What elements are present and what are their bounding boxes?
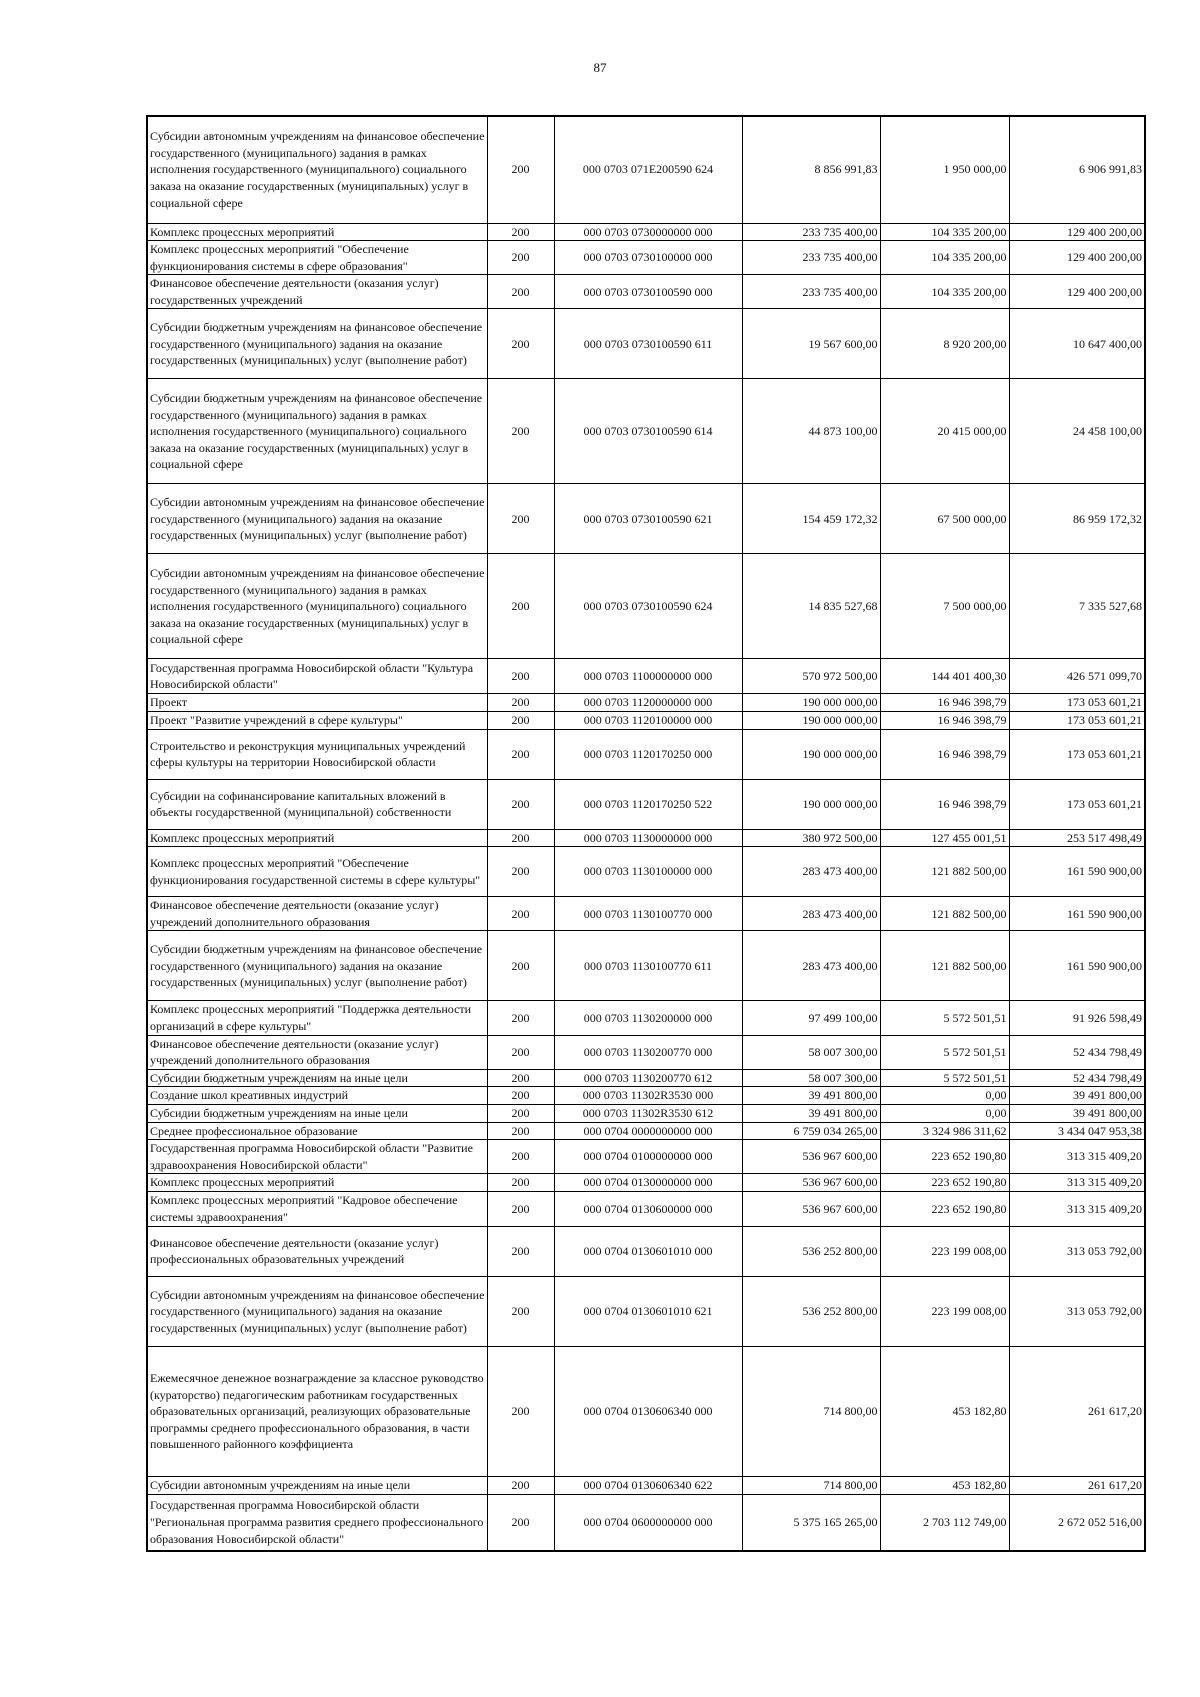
row-approved-amount-cell: 58 007 300,00 <box>742 1069 880 1087</box>
row-admin-code-cell: 200 <box>487 931 554 1001</box>
row-executed-amount-cell: 0,00 <box>880 1105 1009 1123</box>
row-name-cell: Субсидии автономным учреждениям на иные цели <box>147 1476 487 1494</box>
row-remaining-amount-cell: 173 053 601,21 <box>1009 779 1145 829</box>
page-number: 87 <box>593 60 607 75</box>
row-budget-code-cell: 000 0704 0130606340 622 <box>554 1476 742 1494</box>
row-admin-code-cell: 200 <box>487 1140 554 1174</box>
row-remaining-amount-cell: 6 906 991,83 <box>1009 116 1145 223</box>
row-budget-code-cell: 000 0703 0730000000 000 <box>554 223 742 241</box>
row-admin-code-cell: 200 <box>487 1191 554 1226</box>
row-name-cell: Комплекс процессных мероприятий <box>147 223 487 241</box>
row-remaining-amount-cell: 426 571 099,70 <box>1009 659 1145 694</box>
row-approved-amount-cell: 39 491 800,00 <box>742 1105 880 1123</box>
row-budget-code-cell: 000 0703 0730100590 624 <box>554 554 742 659</box>
table-row <box>147 897 1145 931</box>
row-approved-amount-cell: 233 735 400,00 <box>742 223 880 241</box>
row-executed-amount-cell: 8 920 200,00 <box>880 309 1009 379</box>
row-executed-amount-cell: 453 182,80 <box>880 1476 1009 1494</box>
row-admin-code-cell: 200 <box>487 694 554 712</box>
row-executed-amount-cell: 67 500 000,00 <box>880 484 1009 554</box>
row-executed-amount-cell: 223 199 008,00 <box>880 1226 1009 1276</box>
row-executed-amount-cell: 127 455 001,51 <box>880 829 1009 847</box>
table-row <box>147 1140 1145 1174</box>
row-approved-amount-cell: 380 972 500,00 <box>742 829 880 847</box>
row-budget-code-cell: 000 0703 1120170250 522 <box>554 779 742 829</box>
row-approved-amount-cell: 14 835 527,68 <box>742 554 880 659</box>
table-row <box>147 829 1145 847</box>
row-budget-code-cell: 000 0703 1130000000 000 <box>554 829 742 847</box>
table-row <box>147 1105 1145 1123</box>
row-remaining-amount-cell: 173 053 601,21 <box>1009 712 1145 730</box>
row-budget-code-cell: 000 0703 11302R3530 612 <box>554 1105 742 1123</box>
table-row <box>147 847 1145 897</box>
row-admin-code-cell: 200 <box>487 554 554 659</box>
row-approved-amount-cell: 44 873 100,00 <box>742 379 880 484</box>
row-admin-code-cell: 200 <box>487 1069 554 1087</box>
row-approved-amount-cell: 536 967 600,00 <box>742 1174 880 1192</box>
row-executed-amount-cell: 0,00 <box>880 1087 1009 1105</box>
row-approved-amount-cell: 233 735 400,00 <box>742 241 880 275</box>
row-executed-amount-cell: 16 946 398,79 <box>880 694 1009 712</box>
row-remaining-amount-cell: 161 590 900,00 <box>1009 931 1145 1001</box>
row-remaining-amount-cell: 52 434 798,49 <box>1009 1069 1145 1087</box>
row-remaining-amount-cell: 2 672 052 516,00 <box>1009 1494 1145 1551</box>
table-row <box>147 275 1145 309</box>
row-admin-code-cell: 200 <box>487 116 554 223</box>
row-name-cell: Финансовое обеспечение деятельности (оказание услуг) профессиональных образовательных учреждений <box>147 1226 487 1276</box>
row-approved-amount-cell: 536 967 600,00 <box>742 1140 880 1174</box>
table-row <box>147 1035 1145 1069</box>
row-budget-code-cell: 000 0704 0130600000 000 <box>554 1191 742 1226</box>
row-remaining-amount-cell: 261 617,20 <box>1009 1346 1145 1476</box>
row-executed-amount-cell: 104 335 200,00 <box>880 241 1009 275</box>
row-admin-code-cell: 200 <box>487 484 554 554</box>
row-admin-code-cell: 200 <box>487 223 554 241</box>
row-budget-code-cell: 000 0703 1120170250 000 <box>554 729 742 779</box>
row-admin-code-cell: 200 <box>487 729 554 779</box>
row-approved-amount-cell: 714 800,00 <box>742 1476 880 1494</box>
row-approved-amount-cell: 6 759 034 265,00 <box>742 1122 880 1140</box>
row-name-cell: Комплекс процессных мероприятий <box>147 1174 487 1192</box>
row-remaining-amount-cell: 161 590 900,00 <box>1009 897 1145 931</box>
row-admin-code-cell: 200 <box>487 241 554 275</box>
row-name-cell: Финансовое обеспечение деятельности (оказание услуг) учреждений дополнительного образования <box>147 897 487 931</box>
table-row <box>147 694 1145 712</box>
row-name-cell: Комплекс процессных мероприятий "Кадровое обеспечение системы здравоохранения" <box>147 1191 487 1226</box>
row-budget-code-cell: 000 0703 071E200590 624 <box>554 116 742 223</box>
row-name-cell: Проект <box>147 694 487 712</box>
row-approved-amount-cell: 233 735 400,00 <box>742 275 880 309</box>
row-budget-code-cell: 000 0703 1130200000 000 <box>554 1001 742 1035</box>
table-row <box>147 712 1145 730</box>
table-row <box>147 1276 1145 1346</box>
row-admin-code-cell: 200 <box>487 1476 554 1494</box>
row-admin-code-cell: 200 <box>487 379 554 484</box>
row-remaining-amount-cell: 3 434 047 953,38 <box>1009 1122 1145 1140</box>
row-approved-amount-cell: 58 007 300,00 <box>742 1035 880 1069</box>
row-name-cell: Субсидии бюджетным учреждениям на иные цели <box>147 1069 487 1087</box>
row-name-cell: Государственная программа Новосибирской области "Развитие здравоохранения Новосибирской области" <box>147 1140 487 1174</box>
row-remaining-amount-cell: 161 590 900,00 <box>1009 847 1145 897</box>
row-name-cell: Субсидии бюджетным учреждениям на финансовое обеспечение государственного (муниципального) задания на оказание государственных (муниципальных) услуг (выполнение работ) <box>147 309 487 379</box>
row-name-cell: Государственная программа Новосибирской области "Региональная программа развития среднего профессионального образования Новосибирской области" <box>147 1494 487 1551</box>
row-approved-amount-cell: 190 000 000,00 <box>742 729 880 779</box>
row-approved-amount-cell: 714 800,00 <box>742 1346 880 1476</box>
row-executed-amount-cell: 5 572 501,51 <box>880 1035 1009 1069</box>
row-executed-amount-cell: 1 950 000,00 <box>880 116 1009 223</box>
row-budget-code-cell: 000 0704 0130601010 000 <box>554 1226 742 1276</box>
row-executed-amount-cell: 7 500 000,00 <box>880 554 1009 659</box>
table-body <box>147 116 1145 1551</box>
row-name-cell: Государственная программа Новосибирской области "Культура Новосибирской области" <box>147 659 487 694</box>
row-remaining-amount-cell: 313 315 409,20 <box>1009 1191 1145 1226</box>
row-approved-amount-cell: 536 252 800,00 <box>742 1276 880 1346</box>
table-row <box>147 1069 1145 1087</box>
row-executed-amount-cell: 20 415 000,00 <box>880 379 1009 484</box>
row-executed-amount-cell: 104 335 200,00 <box>880 223 1009 241</box>
row-approved-amount-cell: 283 473 400,00 <box>742 931 880 1001</box>
table-row <box>147 309 1145 379</box>
row-name-cell: Субсидии бюджетным учреждениям на иные цели <box>147 1105 487 1123</box>
row-name-cell: Комплекс процессных мероприятий "Обеспечение функционирования государственной системы в сфере культуры" <box>147 847 487 897</box>
row-executed-amount-cell: 16 946 398,79 <box>880 729 1009 779</box>
row-name-cell: Субсидии автономным учреждениям на финансовое обеспечение государственного (муниципального) задания на оказание государственных (муниципальных) услуг (выполнение работ) <box>147 484 487 554</box>
row-approved-amount-cell: 5 375 165 265,00 <box>742 1494 880 1551</box>
row-name-cell: Комплекс процессных мероприятий "Обеспечение функционирования системы в сфере образования" <box>147 241 487 275</box>
table-row <box>147 1226 1145 1276</box>
row-remaining-amount-cell: 91 926 598,49 <box>1009 1001 1145 1035</box>
row-admin-code-cell: 200 <box>487 1001 554 1035</box>
row-approved-amount-cell: 536 967 600,00 <box>742 1191 880 1226</box>
table-row <box>147 116 1145 223</box>
row-budget-code-cell: 000 0703 0730100590 611 <box>554 309 742 379</box>
row-admin-code-cell: 200 <box>487 309 554 379</box>
row-admin-code-cell: 200 <box>487 275 554 309</box>
table-row <box>147 931 1145 1001</box>
table-row <box>147 1001 1145 1035</box>
row-remaining-amount-cell: 313 315 409,20 <box>1009 1174 1145 1192</box>
row-budget-code-cell: 000 0703 0730100590 621 <box>554 484 742 554</box>
row-executed-amount-cell: 3 324 986 311,62 <box>880 1122 1009 1140</box>
row-executed-amount-cell: 223 652 190,80 <box>880 1191 1009 1226</box>
row-executed-amount-cell: 5 572 501,51 <box>880 1001 1009 1035</box>
row-budget-code-cell: 000 0703 1130200770 000 <box>554 1035 742 1069</box>
row-admin-code-cell: 200 <box>487 1174 554 1192</box>
row-budget-code-cell: 000 0703 0730100000 000 <box>554 241 742 275</box>
table-row <box>147 1174 1145 1192</box>
row-executed-amount-cell: 5 572 501,51 <box>880 1069 1009 1087</box>
row-remaining-amount-cell: 261 617,20 <box>1009 1476 1145 1494</box>
row-admin-code-cell: 200 <box>487 897 554 931</box>
row-name-cell: Комплекс процессных мероприятий <box>147 829 487 847</box>
row-executed-amount-cell: 121 882 500,00 <box>880 897 1009 931</box>
row-executed-amount-cell: 223 652 190,80 <box>880 1140 1009 1174</box>
row-name-cell: Субсидии бюджетным учреждениям на финансовое обеспечение государственного (муниципального) задания в рамках исполнения государственного (муниципального) социального заказа на оказание государственных (муниципальных) услуг в социальной сфере <box>147 379 487 484</box>
row-budget-code-cell: 000 0703 0730100590 614 <box>554 379 742 484</box>
row-approved-amount-cell: 190 000 000,00 <box>742 779 880 829</box>
row-approved-amount-cell: 283 473 400,00 <box>742 847 880 897</box>
row-approved-amount-cell: 190 000 000,00 <box>742 694 880 712</box>
row-remaining-amount-cell: 39 491 800,00 <box>1009 1105 1145 1123</box>
row-remaining-amount-cell: 39 491 800,00 <box>1009 1087 1145 1105</box>
table-row <box>147 729 1145 779</box>
row-approved-amount-cell: 536 252 800,00 <box>742 1226 880 1276</box>
row-budget-code-cell: 000 0704 0100000000 000 <box>554 1140 742 1174</box>
row-remaining-amount-cell: 7 335 527,68 <box>1009 554 1145 659</box>
row-approved-amount-cell: 39 491 800,00 <box>742 1087 880 1105</box>
row-budget-code-cell: 000 0704 0600000000 000 <box>554 1494 742 1551</box>
row-budget-code-cell: 000 0703 1120000000 000 <box>554 694 742 712</box>
row-budget-code-cell: 000 0703 1130200770 612 <box>554 1069 742 1087</box>
row-admin-code-cell: 200 <box>487 1226 554 1276</box>
row-executed-amount-cell: 16 946 398,79 <box>880 779 1009 829</box>
row-remaining-amount-cell: 10 647 400,00 <box>1009 309 1145 379</box>
row-name-cell: Финансовое обеспечение деятельности (оказание услуг) учреждений дополнительного образования <box>147 1035 487 1069</box>
row-executed-amount-cell: 104 335 200,00 <box>880 275 1009 309</box>
row-remaining-amount-cell: 24 458 100,00 <box>1009 379 1145 484</box>
row-budget-code-cell: 000 0703 1130100770 000 <box>554 897 742 931</box>
row-approved-amount-cell: 154 459 172,32 <box>742 484 880 554</box>
table-row <box>147 1122 1145 1140</box>
row-remaining-amount-cell: 313 053 792,00 <box>1009 1226 1145 1276</box>
row-admin-code-cell: 200 <box>487 712 554 730</box>
row-name-cell: Проект "Развитие учреждений в сфере культуры" <box>147 712 487 730</box>
row-name-cell: Финансовое обеспечение деятельности (оказания услуг) государственных учреждений <box>147 275 487 309</box>
row-remaining-amount-cell: 173 053 601,21 <box>1009 729 1145 779</box>
table-row <box>147 1087 1145 1105</box>
row-admin-code-cell: 200 <box>487 1276 554 1346</box>
row-budget-code-cell: 000 0704 0130000000 000 <box>554 1174 742 1192</box>
table-row <box>147 379 1145 484</box>
row-admin-code-cell: 200 <box>487 847 554 897</box>
table-row <box>147 1191 1145 1226</box>
row-remaining-amount-cell: 129 400 200,00 <box>1009 241 1145 275</box>
row-approved-amount-cell: 570 972 500,00 <box>742 659 880 694</box>
row-budget-code-cell: 000 0703 1100000000 000 <box>554 659 742 694</box>
row-executed-amount-cell: 121 882 500,00 <box>880 847 1009 897</box>
row-budget-code-cell: 000 0704 0130606340 000 <box>554 1346 742 1476</box>
row-name-cell: Субсидии автономным учреждениям на финансовое обеспечение государственного (муниципального) задания на оказание государственных (муниципальных) услуг (выполнение работ) <box>147 1276 487 1346</box>
table-row <box>147 484 1145 554</box>
row-name-cell: Субсидии на софинансирование капитальных вложений в объекты государственной (муниципальной) собственности <box>147 779 487 829</box>
row-name-cell: Среднее профессиональное образование <box>147 1122 487 1140</box>
table-row <box>147 779 1145 829</box>
row-admin-code-cell: 200 <box>487 1346 554 1476</box>
row-approved-amount-cell: 97 499 100,00 <box>742 1001 880 1035</box>
row-name-cell: Ежемесячное денежное вознаграждение за классное руководство (кураторство) педагогическим работникам государственных образовательных организаций, реализующих образовательные программы среднего профессионального образования, в части повышенного районного коэффициента <box>147 1346 487 1476</box>
table-row <box>147 554 1145 659</box>
row-executed-amount-cell: 16 946 398,79 <box>880 712 1009 730</box>
row-admin-code-cell: 200 <box>487 1105 554 1123</box>
row-name-cell: Субсидии бюджетным учреждениям на финансовое обеспечение государственного (муниципального) задания на оказание государственных (муниципальных) услуг (выполнение работ) <box>147 931 487 1001</box>
row-budget-code-cell: 000 0703 1130100770 611 <box>554 931 742 1001</box>
table-row <box>147 241 1145 275</box>
row-budget-code-cell: 000 0703 1120100000 000 <box>554 712 742 730</box>
row-executed-amount-cell: 223 652 190,80 <box>880 1174 1009 1192</box>
row-budget-code-cell: 000 0704 0000000000 000 <box>554 1122 742 1140</box>
row-approved-amount-cell: 19 567 600,00 <box>742 309 880 379</box>
row-budget-code-cell: 000 0703 11302R3530 000 <box>554 1087 742 1105</box>
row-remaining-amount-cell: 173 053 601,21 <box>1009 694 1145 712</box>
row-budget-code-cell: 000 0703 1130100000 000 <box>554 847 742 897</box>
table-row <box>147 223 1145 241</box>
row-name-cell: Комплекс процессных мероприятий "Поддержка деятельности организаций в сфере культуры" <box>147 1001 487 1035</box>
row-admin-code-cell: 200 <box>487 659 554 694</box>
row-remaining-amount-cell: 86 959 172,32 <box>1009 484 1145 554</box>
row-remaining-amount-cell: 253 517 498,49 <box>1009 829 1145 847</box>
budget-table <box>146 115 1146 1552</box>
row-admin-code-cell: 200 <box>487 1087 554 1105</box>
row-admin-code-cell: 200 <box>487 779 554 829</box>
row-admin-code-cell: 200 <box>487 1122 554 1140</box>
row-executed-amount-cell: 223 199 008,00 <box>880 1276 1009 1346</box>
row-remaining-amount-cell: 313 053 792,00 <box>1009 1276 1145 1346</box>
row-budget-code-cell: 000 0703 0730100590 000 <box>554 275 742 309</box>
row-remaining-amount-cell: 129 400 200,00 <box>1009 275 1145 309</box>
row-name-cell: Субсидии автономным учреждениям на финансовое обеспечение государственного (муниципального) задания в рамках исполнения государственного (муниципального) социального заказа на оказание государственных (муниципальных) услуг в социальной сфере <box>147 116 487 223</box>
row-approved-amount-cell: 283 473 400,00 <box>742 897 880 931</box>
row-executed-amount-cell: 144 401 400,30 <box>880 659 1009 694</box>
row-remaining-amount-cell: 52 434 798,49 <box>1009 1035 1145 1069</box>
table-row <box>147 659 1145 694</box>
row-name-cell: Строительство и реконструкция муниципальных учреждений сферы культуры на территории Новосибирской области <box>147 729 487 779</box>
row-admin-code-cell: 200 <box>487 1035 554 1069</box>
row-executed-amount-cell: 2 703 112 749,00 <box>880 1494 1009 1551</box>
row-remaining-amount-cell: 129 400 200,00 <box>1009 223 1145 241</box>
row-name-cell: Создание школ креативных индустрий <box>147 1087 487 1105</box>
table-row <box>147 1346 1145 1476</box>
row-budget-code-cell: 000 0704 0130601010 621 <box>554 1276 742 1346</box>
table-row <box>147 1476 1145 1494</box>
row-admin-code-cell: 200 <box>487 1494 554 1551</box>
row-approved-amount-cell: 190 000 000,00 <box>742 712 880 730</box>
table-row <box>147 1494 1145 1551</box>
row-name-cell: Субсидии автономным учреждениям на финансовое обеспечение государственного (муниципального) задания в рамках исполнения государственного (муниципального) социального заказа на оказание государственных (муниципальных) услуг в социальной сфере <box>147 554 487 659</box>
row-admin-code-cell: 200 <box>487 829 554 847</box>
row-executed-amount-cell: 453 182,80 <box>880 1346 1009 1476</box>
row-remaining-amount-cell: 313 315 409,20 <box>1009 1140 1145 1174</box>
row-executed-amount-cell: 121 882 500,00 <box>880 931 1009 1001</box>
row-approved-amount-cell: 8 856 991,83 <box>742 116 880 223</box>
